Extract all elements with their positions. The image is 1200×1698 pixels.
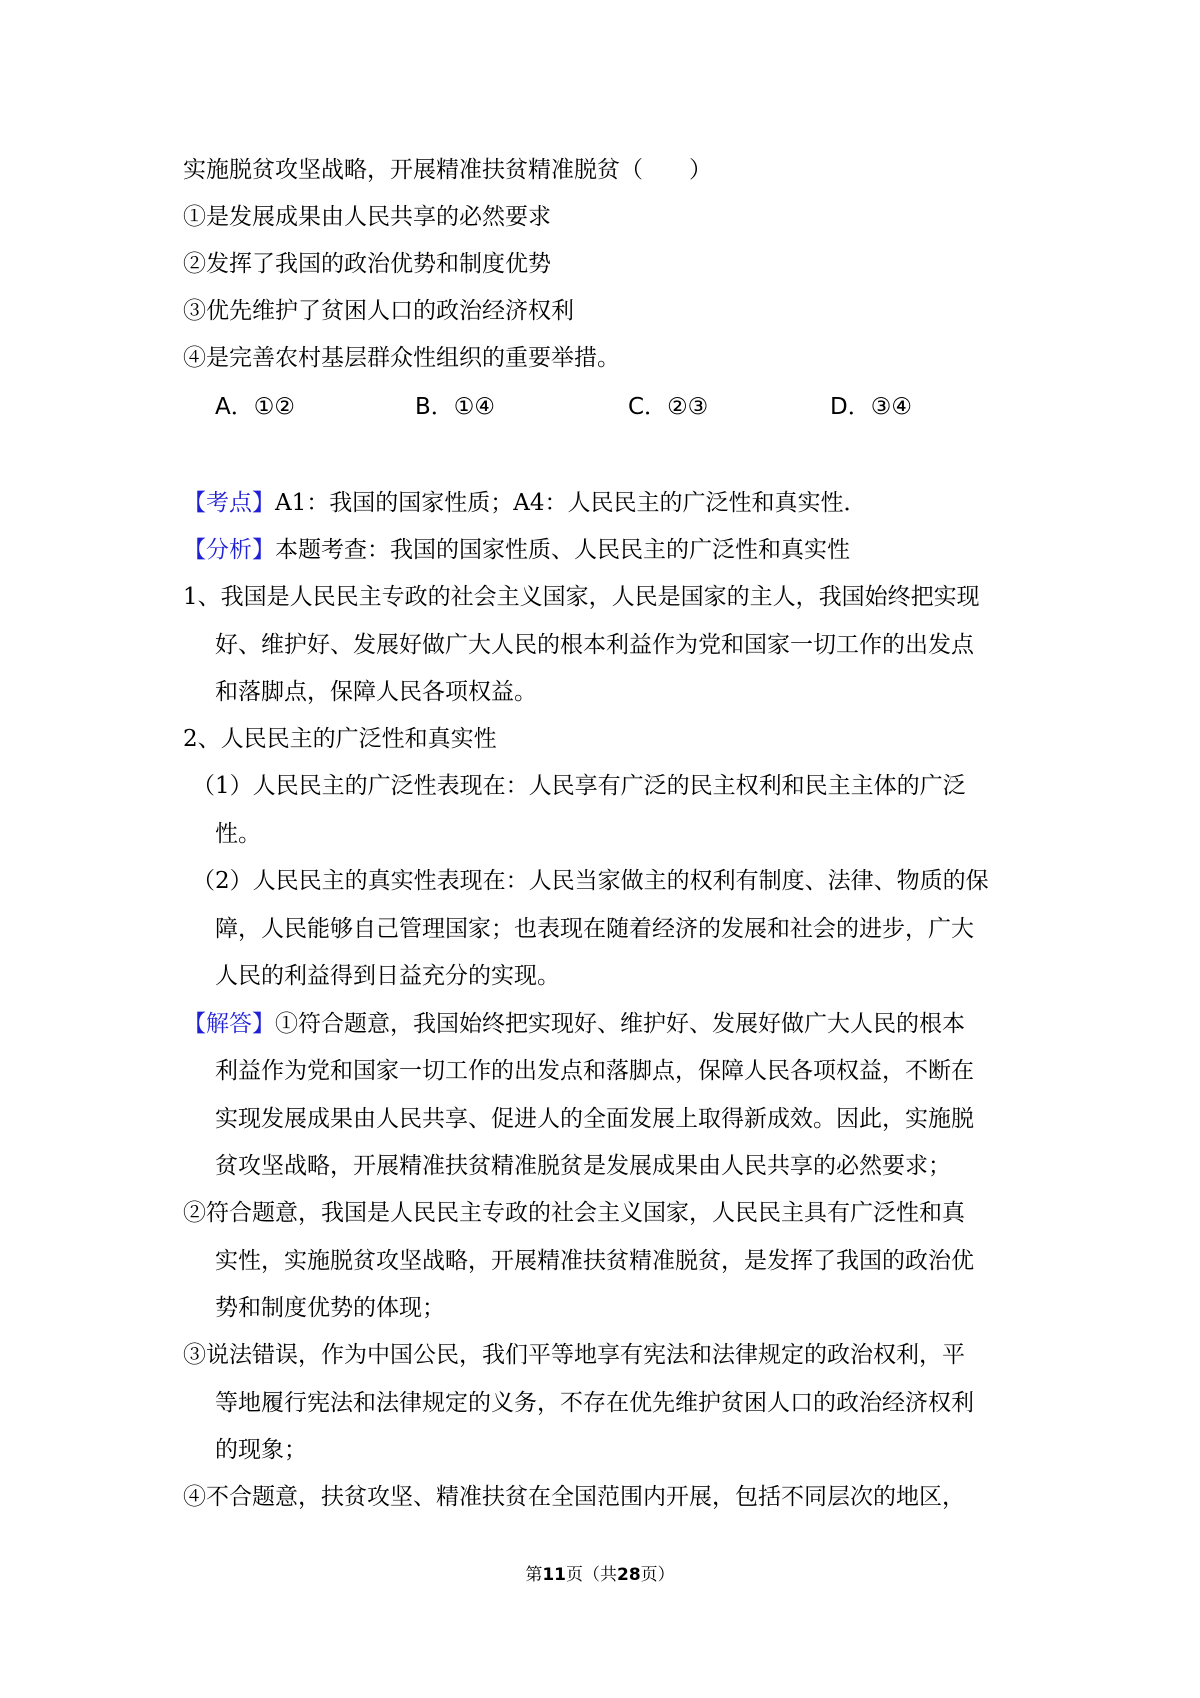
jieda-a2-line2: 实性，实施脱贫攻坚战略，开展精准扶贫精准脱贫，是发挥了我国的政治优 — [215, 1248, 974, 1274]
fenxi-p4-line1: （2）人民民主的真实性表现在：人民当家做主的权利有制度、法律、物质的保 — [192, 868, 989, 894]
fenxi-label: 【分析】 — [183, 537, 275, 563]
option-c — [628, 392, 708, 422]
kaodian-text: A1：我国的国家性质；A4：人民民主的广泛性和真实性． — [275, 490, 867, 516]
fenxi-p4-line3: 人民的利益得到日益充分的实现。 — [215, 963, 560, 989]
fenxi-p1-line1: 1、我国是人民民主专政的社会主义国家，人民是国家的主人，我国始终把实现 — [183, 584, 980, 610]
jieda-a1-line2: 利益作为党和国家一切工作的出发点和落脚点，保障人民各项权益，不断在 — [215, 1058, 974, 1084]
question-item-1: ①是发展成果由人民共享的必然要求 — [183, 204, 551, 230]
jieda-a3-line2: 等地履行宪法和法律规定的义务，不存在优先维护贫困人口的政治经济权利 — [215, 1390, 974, 1416]
question-item-3: ③优先维护了贫困人口的政治经济权利 — [183, 298, 574, 324]
fenxi-p1-line2: 好、维护好、发展好做广大人民的根本利益作为党和国家一切工作的出发点 — [215, 632, 974, 658]
jieda-a3-line1: ③说法错误，作为中国公民，我们平等地享有宪法和法律规定的政治权利，平 — [183, 1342, 965, 1368]
jieda-a2-line3: 势和制度优势的体现； — [215, 1295, 445, 1321]
option-b — [415, 392, 495, 422]
page-footer — [0, 1563, 1200, 1587]
option-b-value: ①④ — [453, 394, 496, 420]
fenxi-p2: 2、人民民主的广泛性和真实性 — [183, 726, 497, 752]
fenxi-p3-line2: 性。 — [215, 821, 261, 847]
option-a-value: ①② — [253, 394, 295, 420]
option-d-value: ③④ — [870, 394, 912, 420]
option-c-letter: C． — [628, 394, 668, 420]
jieda-a2-line1: ②符合题意，我国是人民民主专政的社会主义国家，人民民主具有广泛性和真 — [183, 1200, 965, 1226]
jieda-line — [183, 1009, 965, 1039]
fenxi-p4-line2: 障，人民能够自己管理国家；也表现在随着经济的发展和社会的进步，广大 — [215, 916, 974, 942]
fenxi-p3-line1: （1）人民民主的广泛性表现在：人民享有广泛的民主权利和民主主体的广泛 — [192, 773, 966, 799]
fenxi-line — [183, 535, 850, 565]
option-d-letter: D． — [830, 394, 871, 420]
option-a — [215, 392, 295, 422]
fenxi-text: 本题考查：我国的国家性质、人民民主的广泛性和真实性 — [275, 537, 850, 563]
footer-middle: 页（共 — [566, 1565, 617, 1585]
option-b-letter: B． — [415, 394, 454, 420]
footer-page-number: 11 — [542, 1565, 566, 1585]
jieda-a1-line3: 实现发展成果由人民共享、促进人的全面发展上取得新成效。因此，实施脱 — [215, 1106, 974, 1132]
footer-suffix: 页） — [640, 1565, 675, 1585]
question-item-4: ④是完善农村基层群众性组织的重要举措。 — [183, 345, 620, 371]
question-stem: 实施脱贫攻坚战略，开展精准扶贫精准脱贫（ ） — [183, 157, 712, 183]
jieda-label: 【解答】 — [183, 1011, 275, 1037]
option-d — [830, 392, 912, 422]
jieda-a3-line3: 的现象； — [215, 1437, 307, 1463]
jieda-a1-line4: 贫攻坚战略，开展精准扶贫精准脱贫是发展成果由人民共享的必然要求； — [215, 1153, 951, 1179]
kaodian-line — [183, 488, 867, 518]
jieda-a1-line1: ①符合题意，我国始终把实现好、维护好、发展好做广大人民的根本 — [275, 1011, 965, 1037]
question-item-2: ②发挥了我国的政治优势和制度优势 — [183, 251, 551, 277]
kaodian-label: 【考点】 — [183, 490, 275, 516]
footer-total-pages: 28 — [617, 1565, 641, 1585]
option-c-value: ②③ — [667, 394, 709, 420]
fenxi-p1-line3: 和落脚点，保障人民各项权益。 — [215, 679, 537, 705]
option-a-letter: A． — [215, 394, 254, 420]
footer-prefix: 第 — [525, 1565, 543, 1585]
jieda-a4-line1: ④不合题意，扶贫攻坚、精准扶贫在全国范围内开展，包括不同层次的地区， — [183, 1484, 965, 1510]
